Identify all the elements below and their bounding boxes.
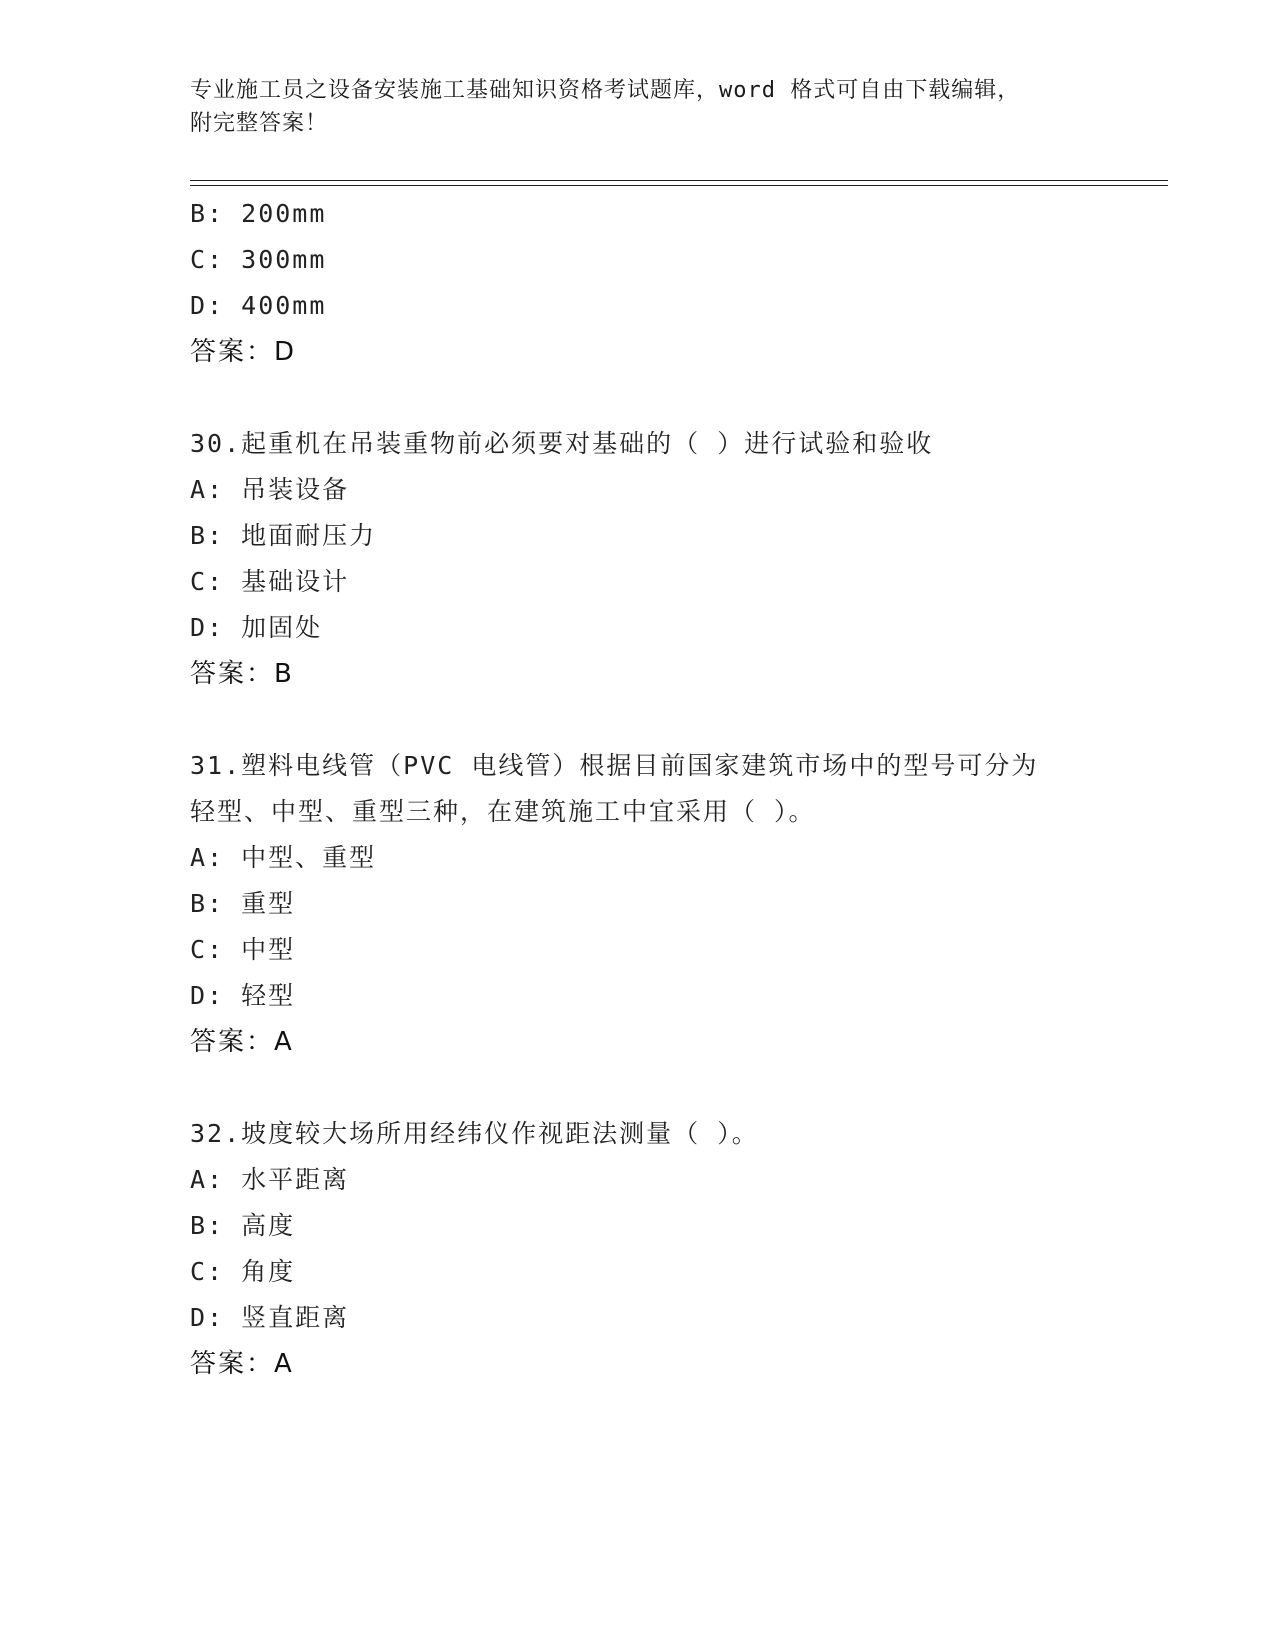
question-fragment — [190, 191, 1150, 375]
option-d: D: 400mm — [190, 291, 327, 320]
option-a: A: 中型、重型 — [190, 843, 377, 872]
option-d: D: 轻型 — [190, 981, 296, 1010]
option-c: C: 角度 — [190, 1257, 296, 1286]
option-b: B: 重型 — [190, 889, 296, 918]
option-c: C: 300mm — [190, 245, 327, 274]
option-b: B: 地面耐压力 — [190, 521, 377, 550]
option-b: B: 高度 — [190, 1211, 296, 1240]
question-block — [190, 1111, 1150, 1387]
question-title: 31.塑料电线管（PVC 电线管）根据目前国家建筑市场中的型号可分为 — [190, 751, 1039, 780]
option-d: D: 竖直距离 — [190, 1303, 350, 1332]
document-header — [190, 74, 1090, 140]
header-rule-top — [190, 180, 1168, 181]
option-a: A: 水平距离 — [190, 1165, 350, 1194]
answer-line: 答案：D — [190, 337, 297, 367]
option-b: B: 200mm — [190, 199, 327, 228]
header-line-2: 附完整答案！ — [190, 111, 329, 136]
spacer — [190, 697, 1150, 743]
header-rule-bottom — [190, 185, 1168, 186]
question-title: 32.坡度较大场所用经纬仪作视距法测量（ ）。 — [190, 1119, 759, 1148]
spacer — [190, 375, 1150, 421]
answer-line: 答案：A — [190, 1349, 294, 1379]
answer-line: 答案：B — [190, 659, 294, 689]
header-line-1: 专业施工员之设备安装施工基础知识资格考试题库，word 格式可自由下载编辑， — [190, 78, 1021, 103]
question-list — [190, 191, 1150, 1387]
option-a: A: 吊装设备 — [190, 475, 350, 504]
question-block — [190, 743, 1150, 1065]
option-c: C: 中型 — [190, 935, 296, 964]
spacer — [190, 1065, 1150, 1111]
question-title-continued: 轻型、中型、重型三种，在建筑施工中宜采用（ ）。 — [190, 797, 816, 826]
question-block — [190, 421, 1150, 697]
option-d: D: 加固处 — [190, 613, 323, 642]
question-title: 30.起重机在吊装重物前必须要对基础的（ ）进行试验和验收 — [190, 429, 934, 458]
option-c: C: 基础设计 — [190, 567, 350, 596]
answer-line: 答案：A — [190, 1027, 294, 1057]
